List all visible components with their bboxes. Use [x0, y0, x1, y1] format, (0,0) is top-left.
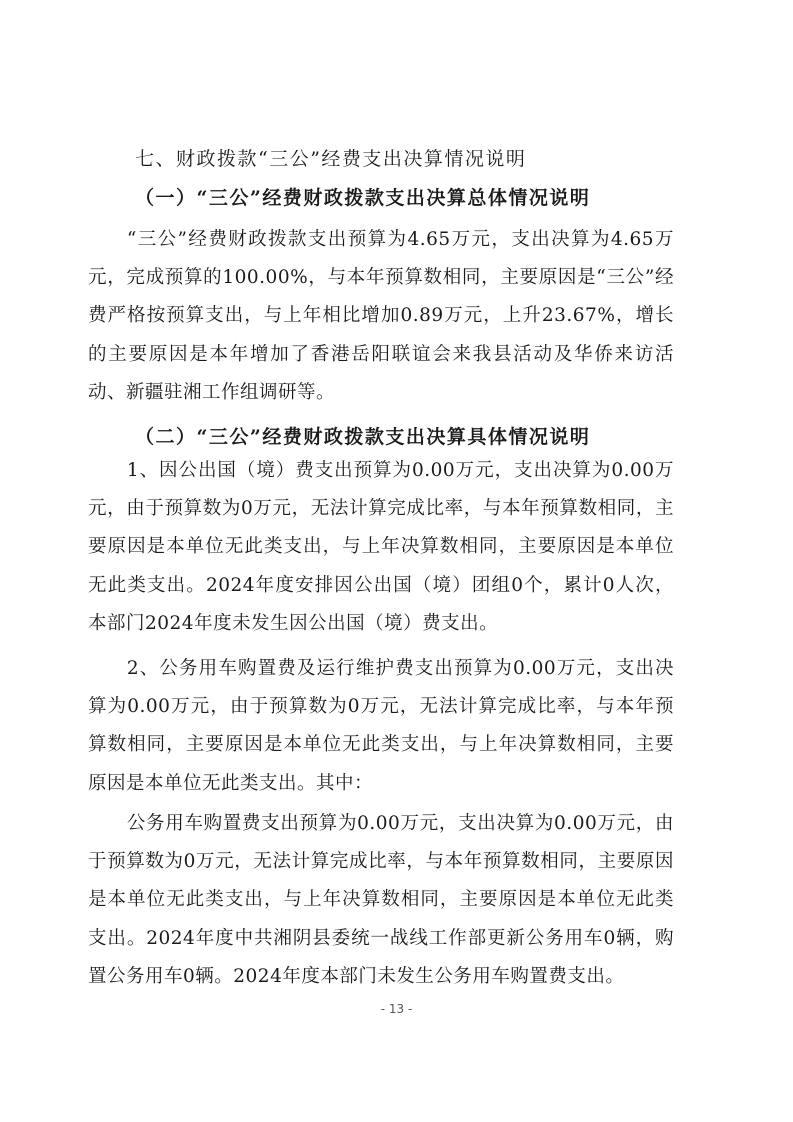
paragraph-abroad-expense: 1、因公出国（境）费支出预算为0.00万元，支出决算为0.00万元，由于预算数为0万元，无法计算完成比率，与本年预算数相同，主要原因是本单位无此类支出，与上年决算数相同，主要原因是本单位无此类支出。2024年度安排因公出国（境）团组0个，累计0人次，本部门2024年度未发生因公出国（境）费支出。: [88, 460, 674, 634]
section-heading: 七、财政拨款“三公”经费支出决算情况说明: [135, 148, 527, 170]
subsection-heading-overall: （一）“三公”经费财政拨款支出决算总体情况说明: [135, 187, 591, 209]
paragraph-vehicle-expense: 2、公务用车购置费及运行维护费支出预算为0.00万元，支出决算为0.00万元，由于预算数为0万元，无法计算完成比率，与本年预算数相同，主要原因是本单位无此类支出，与上年决算数相同，主要原因是本单位无此类支出。其中：: [88, 658, 674, 794]
paragraph-vehicle-purchase: 公务用车购置费支出预算为0.00万元，支出决算为0.00万元，由于预算数为0万元，无法计算完成比率，与本年预算数相同，主要原因是本单位无此类支出，与上年决算数相同，主要原因是本单位无此类支出。2024年度中共湘阴县委统一战线工作部更新公务用车0辆，购置公务用车0辆。2024年度本部门未发生公务用车购置费支出。: [88, 813, 674, 987]
subsection-heading-details: （二）“三公”经费财政拨款支出决算具体情况说明: [135, 426, 591, 448]
page-number: - 13 -: [380, 1002, 413, 1016]
paragraph-overall: “三公”经费财政拨款支出预算为4.65万元，支出决算为4.65万元，完成预算的100.00%，与本年预算数相同，主要原因是“三公”经费严格按预算支出，与上年相比增加0.89万元，上升23.67%，增长的主要原因是本年增加了香港岳阳联谊会来我县活动及华侨来访活动、新疆驻湘工作组调研等。: [88, 229, 674, 403]
